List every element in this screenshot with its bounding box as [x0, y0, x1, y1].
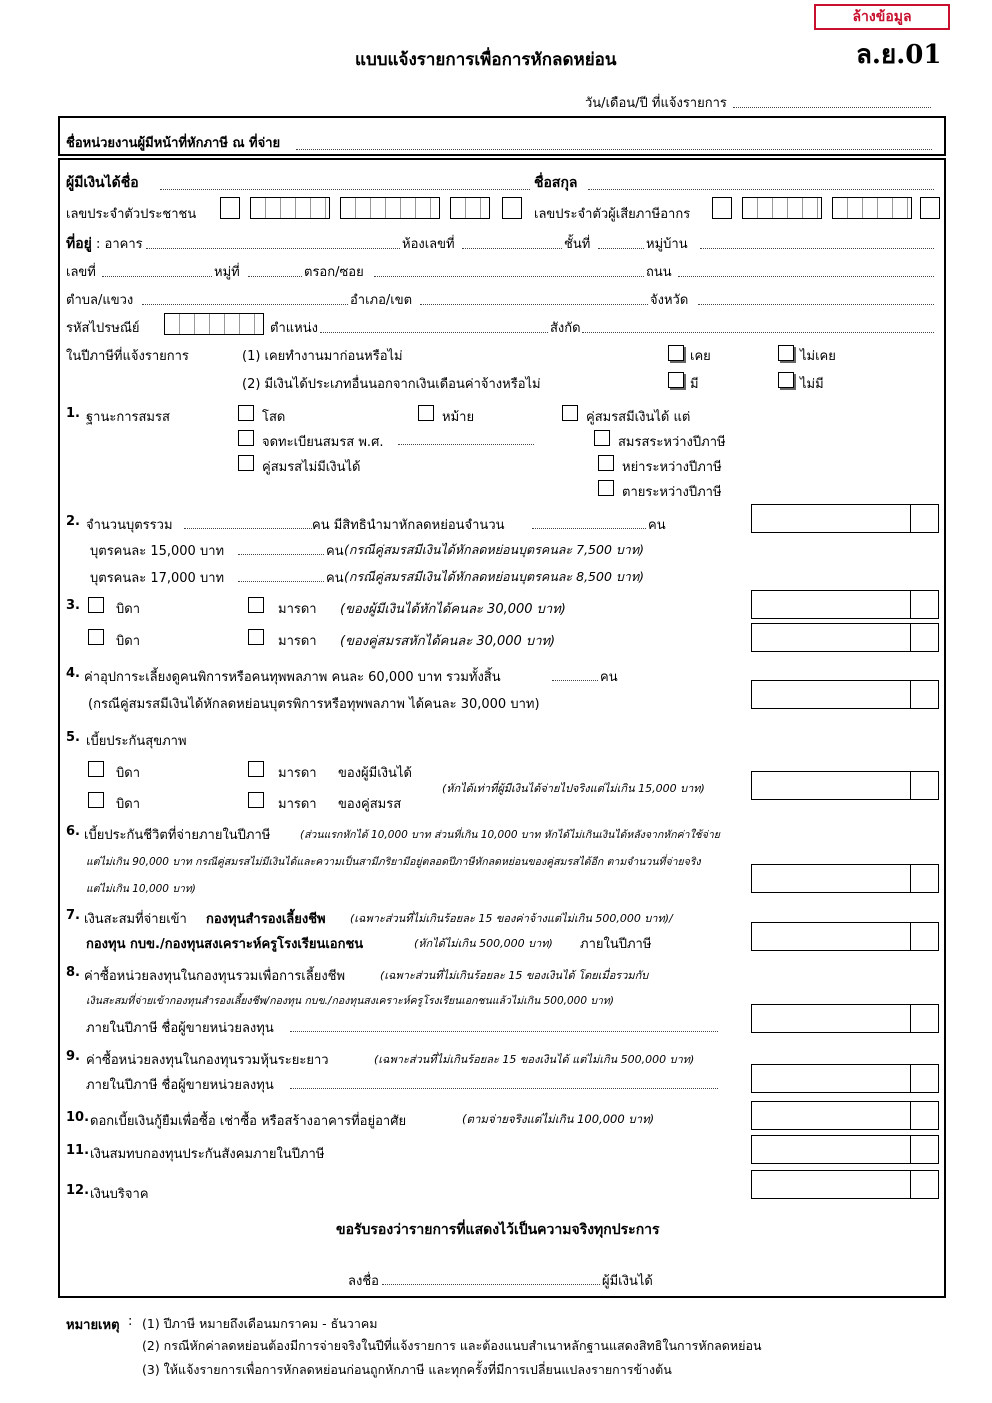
s2-eligible-field[interactable] — [532, 528, 646, 529]
s3-payee-amount-box[interactable] — [751, 590, 939, 619]
postcode-box[interactable] — [164, 313, 264, 335]
s8-label: ค่าซื้อหน่วยลงทุนในกองทุนรวมเพื่อการเลี้ยงชีพ — [84, 969, 346, 984]
s5-label: เบี้ยประกันสุขภาพ — [86, 734, 187, 749]
s10-label: ดอกเบี้ยเงินกู้ยืมเพื่อซื้อ เช่าซื้อ หรือสร้างอาคารที่อยู่อาศัย — [90, 1114, 407, 1129]
s1-number: 1. — [66, 406, 80, 421]
s12-number: 12. — [66, 1183, 90, 1198]
other-income-yes-checkbox[interactable] — [668, 372, 684, 388]
tax-id-box-1[interactable] — [712, 197, 732, 219]
s2-total-children-field[interactable] — [184, 528, 312, 529]
clear-data-button[interactable]: ล้างข้อมูล — [814, 4, 950, 30]
subdistrict-label: ตำบล/แขวง — [66, 293, 134, 308]
notes-title: หมายเหตุ — [66, 1318, 120, 1333]
worked-before-yes-label: เคย — [690, 349, 711, 364]
s4-number: 4. — [66, 666, 80, 681]
s3-spouse-amount-box[interactable] — [751, 623, 939, 652]
worked-before-no-label: ไม่เคย — [800, 349, 836, 364]
s2-15000-field[interactable] — [238, 554, 324, 555]
village-field[interactable] — [700, 248, 934, 249]
citizen-id-box-4[interactable] — [450, 197, 490, 219]
s7-label: เงินสะสมที่จ่ายเข้า — [84, 912, 187, 927]
worked-before-yes-checkbox[interactable] — [668, 345, 684, 361]
room-label: ห้องเลขที่ — [402, 237, 455, 252]
payee-surname-label: ชื่อสกุล — [534, 175, 578, 191]
registered-checkbox[interactable] — [238, 430, 254, 446]
number-label: เลขที่ — [66, 265, 96, 280]
married-during-label: สมรสระหว่างปีภาษี — [618, 435, 726, 450]
s6-label: เบี้ยประกันชีวิตที่จ่ายภายในปีภาษี — [84, 828, 271, 843]
s7-provident-fund: กองทุนสำรองเลี้ยงชีพ — [206, 912, 326, 927]
note-3: (3) ให้แจ้งรายการเพื่อการหักลดหย่อนก่อนถูกหักภาษี และทุกครั้งที่มีการเปลี่ยนแปลงรายการข้างต้น — [142, 1362, 672, 1377]
s8-number: 8. — [66, 965, 80, 980]
single-label: โสด — [262, 410, 286, 425]
subdistrict-field[interactable] — [142, 304, 348, 305]
s10-note: (ตามจ่ายจริงแต่ไม่เกิน 100,000 บาท) — [462, 1112, 655, 1126]
s5-father-label: บิดา — [116, 766, 140, 781]
worked-before-question: (1) เคยทำงานมาก่อนหรือไม่ — [242, 349, 403, 364]
date-label: วัน/เดือน/ปี ที่แจ้งรายการ — [585, 96, 727, 111]
s5-spouse-father-checkbox[interactable] — [88, 792, 104, 808]
citizen-id-box-2[interactable] — [250, 197, 330, 219]
position-field[interactable] — [320, 332, 548, 333]
department-label: สังกัด — [550, 321, 581, 336]
tax-id-label: เลขประจำตัวผู้เสียภาษีอากร — [534, 207, 691, 222]
department-field[interactable] — [582, 332, 934, 333]
s10-number: 10. — [66, 1110, 90, 1125]
s12-label: เงินบริจาค — [90, 1187, 149, 1202]
divorced-during-label: หย่าระหว่างปีภาษี — [622, 460, 722, 475]
died-during-label: ตายระหว่างปีภาษี — [622, 485, 722, 500]
s3-mother-checkbox[interactable] — [248, 597, 264, 613]
s6-note-line2: แต่ไม่เกิน 90,000 บาท กรณีคู่สมรสไม่มีเงินได้และความเป็นสามีภริยามีอยู่ตลอดปีภาษีหักลดหย่อนของคู่สมรสได้อีก ตามจำนวนที่จ่ายจริง — [86, 856, 701, 868]
certification-text: ขอรับรองว่ารายการที่แสดงไว้เป็นความจริงทุกประการ — [336, 1222, 660, 1238]
s4-label: ค่าอุปการะเลี้ยงดูคนพิการหรือคนทุพพลภาพ คนละ 60,000 บาท รวมทั้งสิ้น — [84, 670, 501, 685]
tax-id-box-2[interactable] — [742, 197, 822, 219]
widowed-label: หม้าย — [442, 410, 475, 425]
s1-label: ฐานะการสมรส — [86, 410, 170, 425]
page-title: แบบแจ้งรายการเพื่อการหักลดหย่อน — [355, 50, 617, 70]
s9-number: 9. — [66, 1049, 80, 1064]
s2-15000-unit: คน — [326, 544, 344, 559]
s5-number: 5. — [66, 730, 80, 745]
s8-seller-field[interactable] — [290, 1031, 718, 1032]
signature-label: ลงชื่อ — [348, 1274, 379, 1289]
employer-field[interactable] — [296, 149, 932, 150]
s5-mother-label: มารดา — [278, 766, 317, 781]
s3-number: 3. — [66, 598, 80, 613]
s8-note-line2: เงินสะสมที่จ่ายเข้ากองทุนสำรองเลี้ยงชีพ/กองทุน กบข./กองทุนสงเคราะห์ครูโรงเรียนเอกชนแล้วไม่เกิน 500,000 บาท) — [86, 995, 614, 1007]
floor-field[interactable] — [598, 248, 644, 249]
other-income-no-checkbox[interactable] — [778, 372, 794, 388]
address-label: ที่อยู่ — [66, 236, 92, 252]
s11-label: เงินสมทบกองทุนประกันสังคมภายในปีภาษี — [90, 1147, 325, 1162]
s7-note-line1: (เฉพาะส่วนที่ไม่เกินร้อยละ 15 ของค่าจ้างแต่ไม่เกิน 500,000 บาท)/ — [350, 912, 673, 925]
s2-17000-field[interactable] — [238, 581, 324, 582]
s5-amount-box[interactable] — [751, 771, 939, 800]
s2-15000-note: (กรณีคู่สมรสมีเงินได้หักลดหย่อนบุตรคนละ 7,500 บาท) — [344, 542, 644, 557]
s5-note: (หักได้เท่าที่ผู้มีเงินได้จ่ายไปจริงแต่ไม่เกิน 15,000 บาท) — [442, 782, 705, 795]
number-field[interactable] — [102, 276, 212, 277]
s2-number: 2. — [66, 514, 80, 529]
s6-note-line3: แต่ไม่เกิน 10,000 บาท) — [86, 883, 196, 895]
s6-note-line1: (ส่วนแรกหักได้ 10,000 บาท ส่วนที่เกิน 10,000 บาท หักได้ไม่เกินเงินได้หลังจากหักค่าใช้จ่าย — [300, 829, 720, 841]
s3-spouse-father-checkbox[interactable] — [88, 629, 104, 645]
moo-label: หมู่ที่ — [214, 265, 240, 280]
s3-note-spouse: (ของคู่สมรสหักได้คนละ 30,000 บาท) — [340, 634, 556, 649]
form-code: ล.ย.01 — [856, 40, 942, 70]
spouse-income-checkbox[interactable] — [562, 405, 578, 421]
s2-amount-box[interactable] — [751, 504, 939, 533]
payee-surname-field[interactable] — [588, 189, 934, 190]
s4-note: (กรณีคู่สมรสมีเงินได้หักลดหย่อนบุตรพิการหรือทุพพลภาพ ได้คนละ 30,000 บาท) — [88, 697, 540, 712]
road-label: ถนน — [646, 265, 672, 280]
s3-spouse-father-label: บิดา — [116, 634, 140, 649]
s10-amount-box[interactable] — [751, 1101, 939, 1130]
other-income-yes-label: มี — [690, 377, 699, 392]
tax-id-box-3[interactable] — [832, 197, 912, 219]
spouse-income-label: คู่สมรสมีเงินได้ แต่ — [586, 410, 691, 425]
signature-role: ผู้มีเงินได้ — [602, 1274, 653, 1289]
district-label: อำเภอ/เขต — [350, 293, 413, 308]
building-label: : อาคาร — [96, 237, 143, 252]
s4-amount-box[interactable] — [751, 680, 939, 709]
spouse-no-income-label: คู่สมรสไม่มีเงินได้ — [262, 460, 361, 475]
s8-seller-label: ภายในปีภาษี ชื่อผู้ขายหน่วยลงทุน — [86, 1021, 274, 1036]
s2-total-children-label: จำนวนบุตรรวม — [86, 518, 173, 533]
divorced-during-checkbox[interactable] — [598, 455, 614, 471]
employer-label: ชื่อหน่วยงานผู้มีหน้าที่หักภาษี ณ ที่จ่าย — [66, 136, 281, 151]
district-field[interactable] — [420, 304, 648, 305]
building-field[interactable] — [146, 248, 400, 249]
s3-father-checkbox[interactable] — [88, 597, 104, 613]
married-during-checkbox[interactable] — [594, 430, 610, 446]
date-field[interactable] — [733, 107, 931, 108]
s7-within-year: ภายในปีภาษี — [580, 937, 652, 952]
room-field[interactable] — [462, 248, 562, 249]
s5-spouse-mother-checkbox[interactable] — [248, 792, 264, 808]
citizen-id-box-5[interactable] — [502, 197, 522, 219]
s9-seller-field[interactable] — [290, 1088, 718, 1089]
s3-mother-label: มารดา — [278, 602, 317, 617]
s2-eligible-label: คน มีสิทธินำมาหักลดหย่อนจำนวน — [312, 518, 505, 533]
citizen-id-label: เลขประจำตัวประชาชน — [66, 207, 197, 222]
s7-number: 7. — [66, 908, 80, 923]
moo-field[interactable] — [248, 276, 302, 277]
s9-note: (เฉพาะส่วนที่ไม่เกินร้อยละ 15 ของเงินได้ แต่ไม่เกิน 500,000 บาท) — [374, 1053, 695, 1066]
s3-father-label: บิดา — [116, 602, 140, 617]
s8-note-line1: (เฉพาะส่วนที่ไม่เกินร้อยละ 15 ของเงินได้ โดยเมื่อรวมกับ — [380, 969, 649, 982]
other-income-question: (2) มีเงินได้ประเภทอื่นนอกจากเงินเดือนค่าจ้างหรือไม่ — [242, 377, 541, 392]
village-label: หมู่บ้าน — [646, 237, 688, 252]
s6-number: 6. — [66, 824, 80, 839]
s4-unit: คน — [600, 670, 618, 685]
citizen-id-box-3[interactable] — [340, 197, 440, 219]
worked-before-no-checkbox[interactable] — [778, 345, 794, 361]
floor-label: ชั้นที่ — [564, 237, 591, 252]
soi-field[interactable] — [374, 276, 644, 277]
s5-of-spouse-label: ของคู่สมรส — [338, 797, 402, 812]
s3-spouse-mother-checkbox[interactable] — [248, 629, 264, 645]
s2-17000-unit: คน — [326, 571, 344, 586]
soi-label: ตรอก/ซอย — [304, 265, 364, 280]
single-checkbox[interactable] — [238, 405, 254, 421]
s5-of-payee-label: ของผู้มีเงินได้ — [338, 766, 412, 781]
province-label: จังหวัด — [650, 293, 689, 308]
registered-label: จดทะเบียนสมรส พ.ศ. — [262, 435, 384, 450]
s4-count-field[interactable] — [552, 680, 598, 681]
died-during-checkbox[interactable] — [598, 480, 614, 496]
s8-amount-box[interactable] — [751, 1004, 939, 1033]
s2-unit-label: คน — [648, 518, 666, 533]
province-field[interactable] — [698, 304, 934, 305]
citizen-id-box-1[interactable] — [220, 197, 240, 219]
road-field[interactable] — [678, 276, 934, 277]
notes-colon: : — [128, 1314, 133, 1329]
payee-name-field[interactable] — [160, 189, 530, 190]
s5-mother-checkbox[interactable] — [248, 761, 264, 777]
s2-15000-label: บุตรคนละ 15,000 บาท — [90, 544, 225, 559]
s11-number: 11. — [66, 1143, 90, 1158]
signature-field[interactable] — [382, 1284, 600, 1285]
tax-id-box-4[interactable] — [920, 197, 940, 219]
s3-note-payee: (ของผู้มีเงินได้หักได้คนละ 30,000 บาท) — [340, 602, 566, 617]
widowed-checkbox[interactable] — [418, 405, 434, 421]
postcode-label: รหัสไปรษณีย์ — [66, 321, 140, 336]
s7-amount-box[interactable] — [751, 922, 939, 951]
s5-father-checkbox[interactable] — [88, 761, 104, 777]
s7-gpf-label: กองทุน กบข./กองทุนสงเคราะห์ครูโรงเรียนเอกชน — [86, 937, 364, 952]
s11-amount-box[interactable] — [751, 1135, 939, 1164]
s12-amount-box[interactable] — [751, 1170, 939, 1199]
s2-17000-label: บุตรคนละ 17,000 บาท — [90, 571, 225, 586]
s6-amount-box[interactable] — [751, 864, 939, 893]
position-label: ตำแหน่ง — [270, 321, 318, 336]
spouse-no-income-checkbox[interactable] — [238, 455, 254, 471]
s5-spouse-father-label: บิดา — [116, 797, 140, 812]
s9-amount-box[interactable] — [751, 1064, 939, 1093]
other-income-no-label: ไม่มี — [800, 377, 824, 392]
s2-17000-note: (กรณีคู่สมรสมีเงินได้หักลดหย่อนบุตรคนละ 8,500 บาท) — [344, 569, 644, 584]
s7-note-line2: (หักได้ไม่เกิน 500,000 บาท) — [414, 937, 553, 950]
s9-seller-label: ภายในปีภาษี ชื่อผู้ขายหน่วยลงทุน — [86, 1078, 274, 1093]
note-1: (1) ปีภาษี หมายถึงเดือนมกราคม - ธันวาคม — [142, 1316, 378, 1331]
payee-name-label: ผู้มีเงินได้ชื่อ — [66, 175, 139, 191]
s3-spouse-mother-label: มารดา — [278, 634, 317, 649]
registered-year-field[interactable] — [398, 444, 534, 445]
note-2: (2) กรณีหักค่าลดหย่อนต้องมีการจ่ายจริงในปีที่แจ้งรายการ และต้องแนบสำเนาหลักฐานแสดงสิทธิในการหักลดหย่อน — [142, 1338, 762, 1353]
tax-year-label: ในปีภาษีที่แจ้งรายการ — [66, 349, 189, 364]
s9-label: ค่าซื้อหน่วยลงทุนในกองทุนรวมหุ้นระยะยาว — [86, 1053, 329, 1068]
s5-spouse-mother-label: มารดา — [278, 797, 317, 812]
